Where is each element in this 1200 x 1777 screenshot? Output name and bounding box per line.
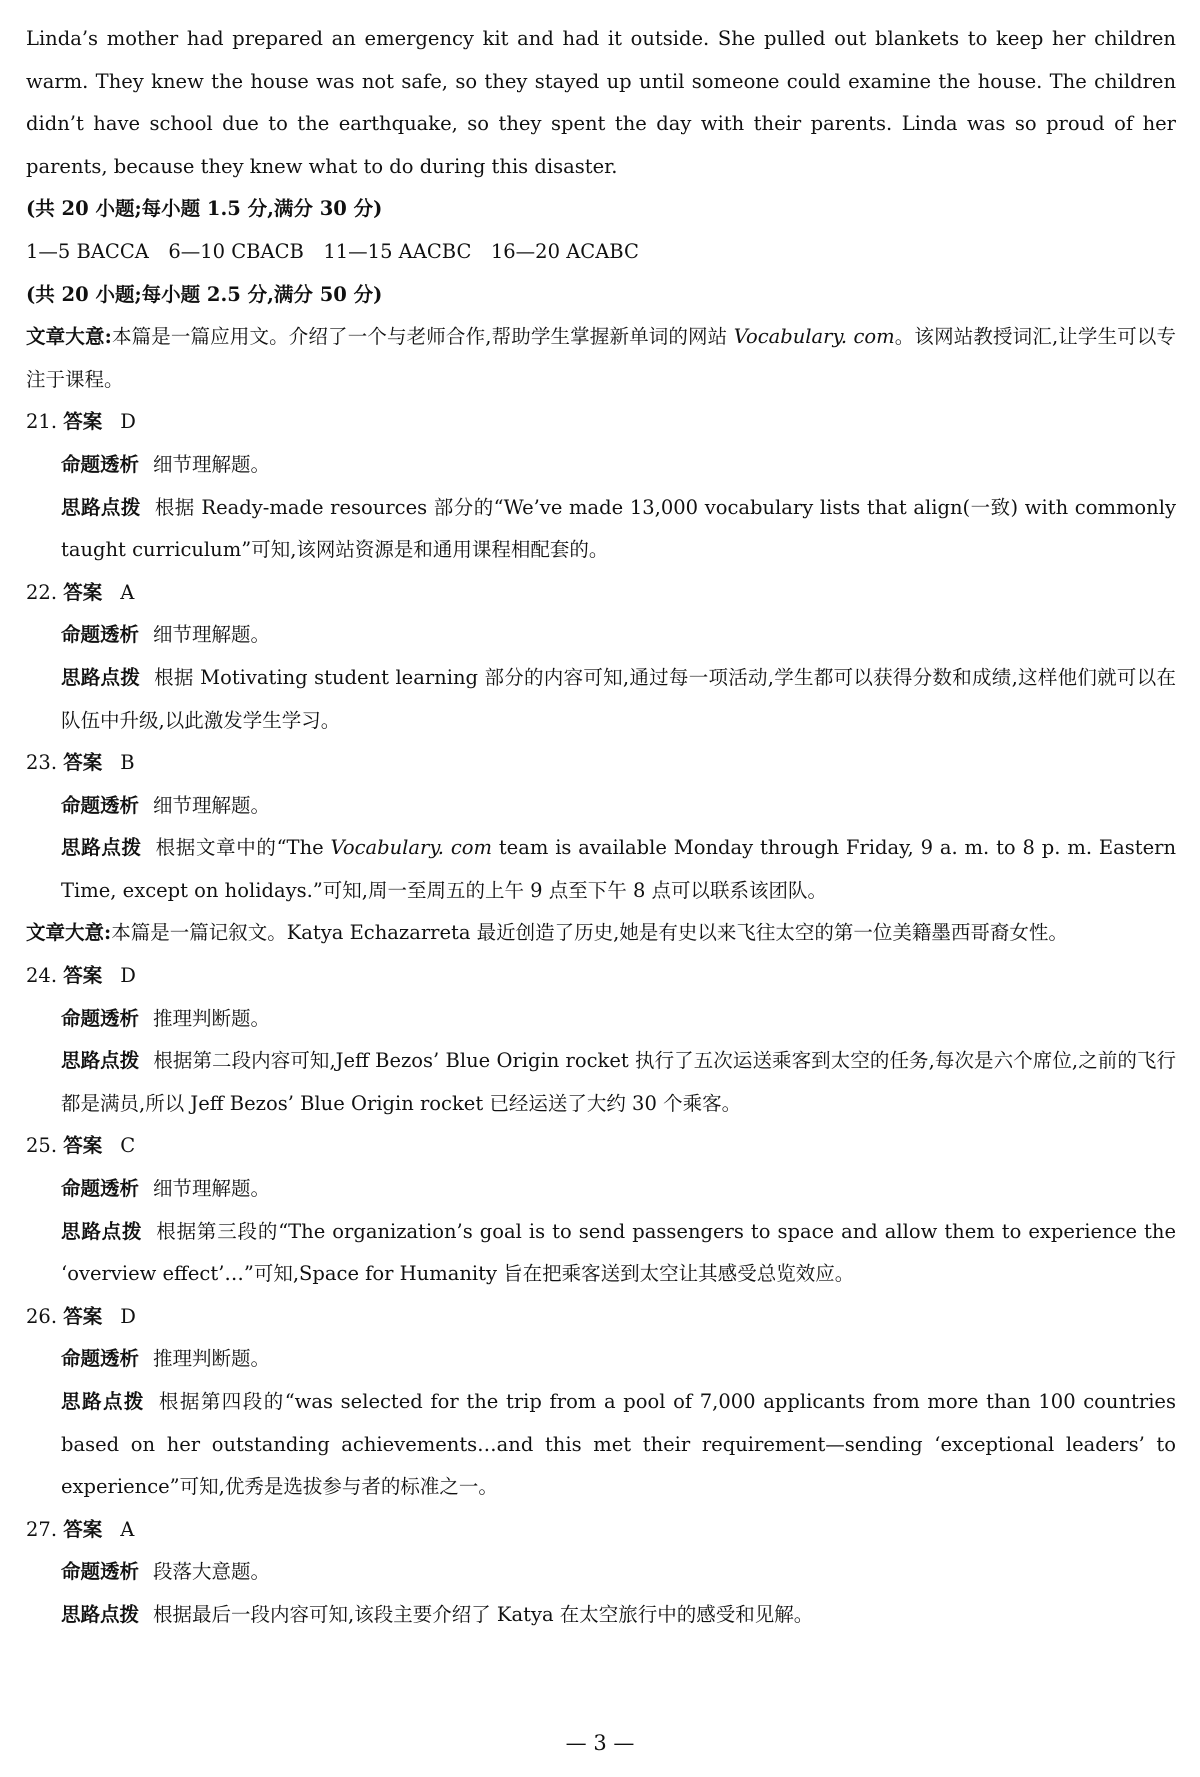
hint-text: 根据 Ready-made resources 部分的“We’ve made 13,000 vocabulary lists that align(一致) with commonly taught curriculum”可知,该网站资源是和通用课程相配套的。: [61, 495, 1176, 562]
answer-label: 答案: [63, 1304, 103, 1328]
section1-heading: (共 20 小题;每小题 1.5 分,满分 30 分): [26, 197, 383, 221]
analysis-text: 细节理解题。: [153, 452, 271, 476]
hint-text: 根据第三段的“The organization’s goal is to send passengers to space and allow them to experience the ‘overview effect’…”可知,Space for Humanity 旨在把乘客送到太空让其感受总览效应。: [61, 1219, 1176, 1286]
question-23-answer-line: [26, 742, 1176, 785]
summary-label: 文章大意:: [26, 921, 112, 945]
summary-text: 本篇是一篇记叙文。Katya Echazarreta 最近创造了历史,她是有史以来飞往太空的第一位美籍墨西哥裔女性。: [111, 921, 1068, 945]
page-number: — 3 —: [565, 1731, 635, 1755]
answer-label: 答案: [63, 1134, 103, 1158]
linda-paragraph: Linda’s mother had prepared an emergency kit and had it outside. She pulled out blankets to keep her children warm. They knew the house was not safe, so they stayed up until someone could examine the house. The children didn’t have school due to the earthquake, so they spent the day with their parents. Linda was so proud of her parents, because they knew what to do during this disaster.: [26, 27, 1176, 178]
question-number: 21.: [26, 410, 58, 434]
question-24-answer-line: [26, 955, 1176, 998]
document-page: [26, 18, 1176, 1637]
hint-label: 思路点拨: [61, 495, 141, 519]
question-21-answer-line: [26, 401, 1176, 444]
answer-value: A: [120, 580, 135, 604]
hint-text: 根据最后一段内容可知,该段主要介绍了 Katya 在太空旅行中的感受和见解。: [153, 1602, 814, 1626]
answer-label: 答案: [63, 1517, 103, 1541]
hint-text: 根据第二段内容可知,Jeff Bezos’ Blue Origin rocket 执行了五次运送乘客到太空的任务,每次是六个席位,之前的飞行都是满员,所以 Jeff Bezos’ Blue Origin rocket 已经运送了大约 30 个乘客。: [61, 1049, 1176, 1115]
answer-value: C: [120, 1134, 136, 1158]
question-23-hint: [26, 827, 1176, 912]
question-27-answer-line: [26, 1509, 1176, 1552]
question-number: 22.: [26, 580, 58, 604]
summary-text-pre: 本篇是一篇应用文。介绍了一个与老师合作,帮助学生掌握新单词的网站: [111, 325, 734, 349]
hint-text-pre: 根据文章中的“The: [155, 836, 331, 860]
analysis-text: 细节理解题。: [153, 623, 271, 647]
question-21-analysis: [26, 444, 1176, 487]
question-23-analysis: [26, 785, 1176, 828]
analysis-text: 细节理解题。: [153, 1177, 271, 1201]
question-number: 26.: [26, 1304, 58, 1328]
answer-value: D: [120, 410, 136, 434]
question-25-analysis: [26, 1168, 1176, 1211]
hint-label: 思路点拨: [61, 1390, 145, 1413]
hint-label: 思路点拨: [61, 665, 141, 689]
analysis-label: 命题透析: [61, 1560, 140, 1584]
analysis-label: 命题透析: [61, 1347, 140, 1371]
question-24-analysis: [26, 998, 1176, 1041]
question-25-answer-line: [26, 1125, 1176, 1168]
analysis-label: 命题透析: [61, 452, 140, 476]
answer-label: 答案: [63, 751, 103, 775]
question-27-analysis: [26, 1551, 1176, 1594]
answer-label: 答案: [63, 410, 103, 434]
question-24-hint: [26, 1040, 1176, 1125]
hint-text: 根据第四段的“was selected for the trip from a pool of 7,000 applicants from more than 100 countries based on her outstanding achievements…and this met their requirement—sending ‘exceptional leaders’ to experience”可知,优秀是选拔参与者的标准之一。: [61, 1390, 1176, 1499]
section2-heading: (共 20 小题;每小题 2.5 分,满分 50 分): [26, 282, 383, 306]
passage-a-summary: [26, 316, 1176, 401]
analysis-text: 推理判断题。: [153, 1347, 271, 1371]
question-number: 23.: [26, 751, 58, 775]
question-22-analysis: [26, 614, 1176, 657]
summary-site-name: Vocabulary. com: [733, 325, 895, 349]
question-26-hint: [26, 1381, 1176, 1509]
hint-text: 根据 Motivating student learning 部分的内容可知,通过每一项活动,学生都可以获得分数和成绩,这样他们就可以在队伍中升级,以此激发学生学习。: [61, 665, 1176, 732]
summary-label: 文章大意:: [26, 325, 112, 349]
question-22-hint: [26, 657, 1176, 742]
analysis-text: 细节理解题。: [153, 793, 271, 817]
question-27-hint: [26, 1594, 1176, 1637]
passage-b-summary: [26, 912, 1176, 955]
question-number: 24.: [26, 964, 58, 988]
question-25-hint: [26, 1211, 1176, 1296]
question-26-answer-line: [26, 1296, 1176, 1339]
hint-label: 思路点拨: [61, 1602, 140, 1626]
analysis-label: 命题透析: [61, 1177, 140, 1201]
analysis-label: 命题透析: [61, 1006, 140, 1030]
answer-label: 答案: [63, 580, 103, 604]
hint-label: 思路点拨: [61, 1219, 143, 1243]
hint-site-name: Vocabulary. com: [330, 836, 492, 860]
answer-value: D: [120, 964, 136, 988]
hint-label: 思路点拨: [61, 836, 142, 860]
question-26-analysis: [26, 1338, 1176, 1381]
analysis-label: 命题透析: [61, 623, 140, 647]
analysis-text: 段落大意题。: [153, 1560, 271, 1584]
question-21-hint: [26, 487, 1176, 572]
answer-label: 答案: [63, 964, 103, 988]
analysis-label: 命题透析: [61, 793, 140, 817]
section1-answers: 1—5 BACCA 6—10 CBACB 11—15 AACBC 16—20 ACABC: [26, 239, 639, 263]
answer-value: A: [120, 1517, 135, 1541]
summary-text-post: 。该网站教授词汇,让学生可以专注于课程。: [26, 325, 1177, 391]
hint-text-post: team is available Monday through Friday, 9 a. m. to 8 p. m. Eastern Time, except on holidays.”可知,周一至周五的上午 9 点至下午 8 点可以联系该团队。: [61, 836, 1177, 902]
answer-value: D: [120, 1304, 136, 1328]
question-number: 27.: [26, 1517, 58, 1541]
question-22-answer-line: [26, 572, 1176, 615]
hint-label: 思路点拨: [61, 1049, 140, 1073]
analysis-text: 推理判断题。: [153, 1006, 271, 1030]
question-number: 25.: [26, 1134, 58, 1158]
answer-value: B: [120, 751, 135, 775]
